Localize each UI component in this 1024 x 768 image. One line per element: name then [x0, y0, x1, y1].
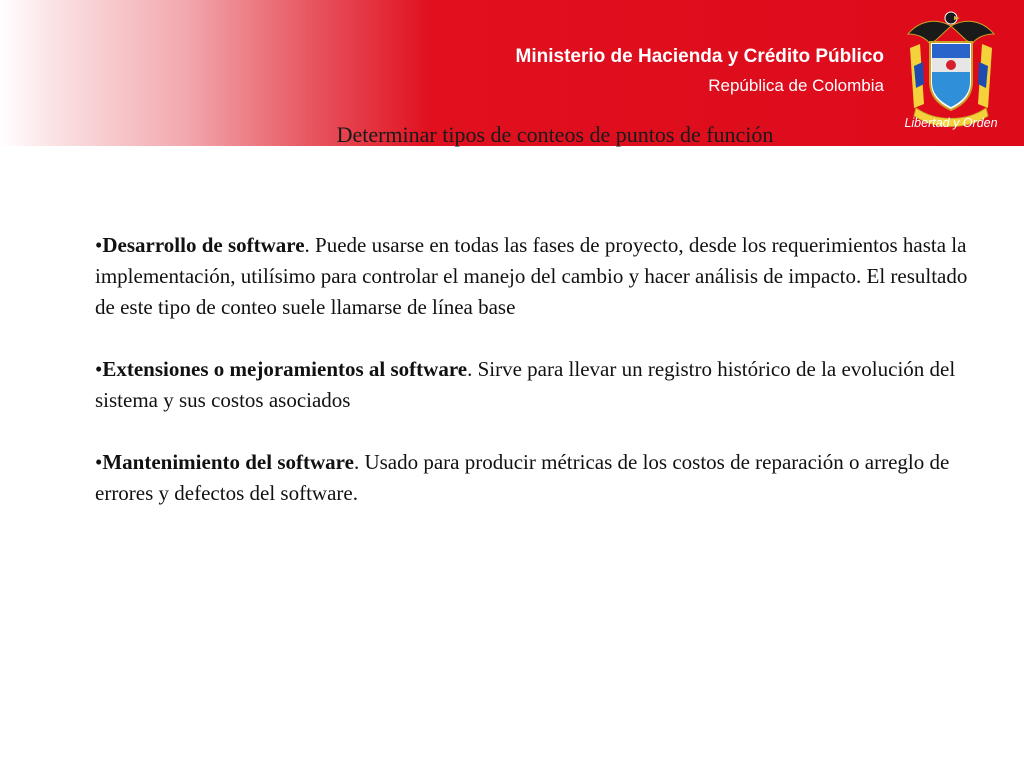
bullet-marker: • [95, 233, 103, 257]
bullet-item [95, 447, 985, 509]
slide-title: Determinar tipos de conteos de puntos de función [336, 122, 774, 147]
country-name: República de Colombia [708, 76, 884, 95]
bullet-text: . Sirve para llevar un registro histórico de la evolución del sistema y sus costos asociados [95, 357, 956, 412]
bullet-marker: • [95, 450, 103, 474]
slide-body [95, 230, 985, 540]
bullet-text: . Puede usarse en todas las fases de proyecto, desde los requerimientos hasta la implementación, utilísimo para controlar el manejo del cambio y hacer análisis de impacto. El resultado de este tipo de conteo suele llamarse de línea base [95, 233, 968, 319]
bullet-marker: • [95, 357, 103, 381]
bullet-item [95, 354, 985, 416]
bullet-term: Desarrollo de software [102, 233, 305, 257]
bullet-term: Mantenimiento del software [102, 450, 354, 474]
crest-motto: Libertad y Orden [904, 116, 998, 130]
bullet-text: . Usado para producir métricas de los costos de reparación o arreglo de errores y defectos del software. [95, 450, 950, 505]
ministry-name: Ministerio de Hacienda y Crédito Público [515, 46, 884, 67]
bullet-item [95, 230, 985, 323]
bullet-term: Extensiones o mejoramientos al software [102, 357, 468, 381]
